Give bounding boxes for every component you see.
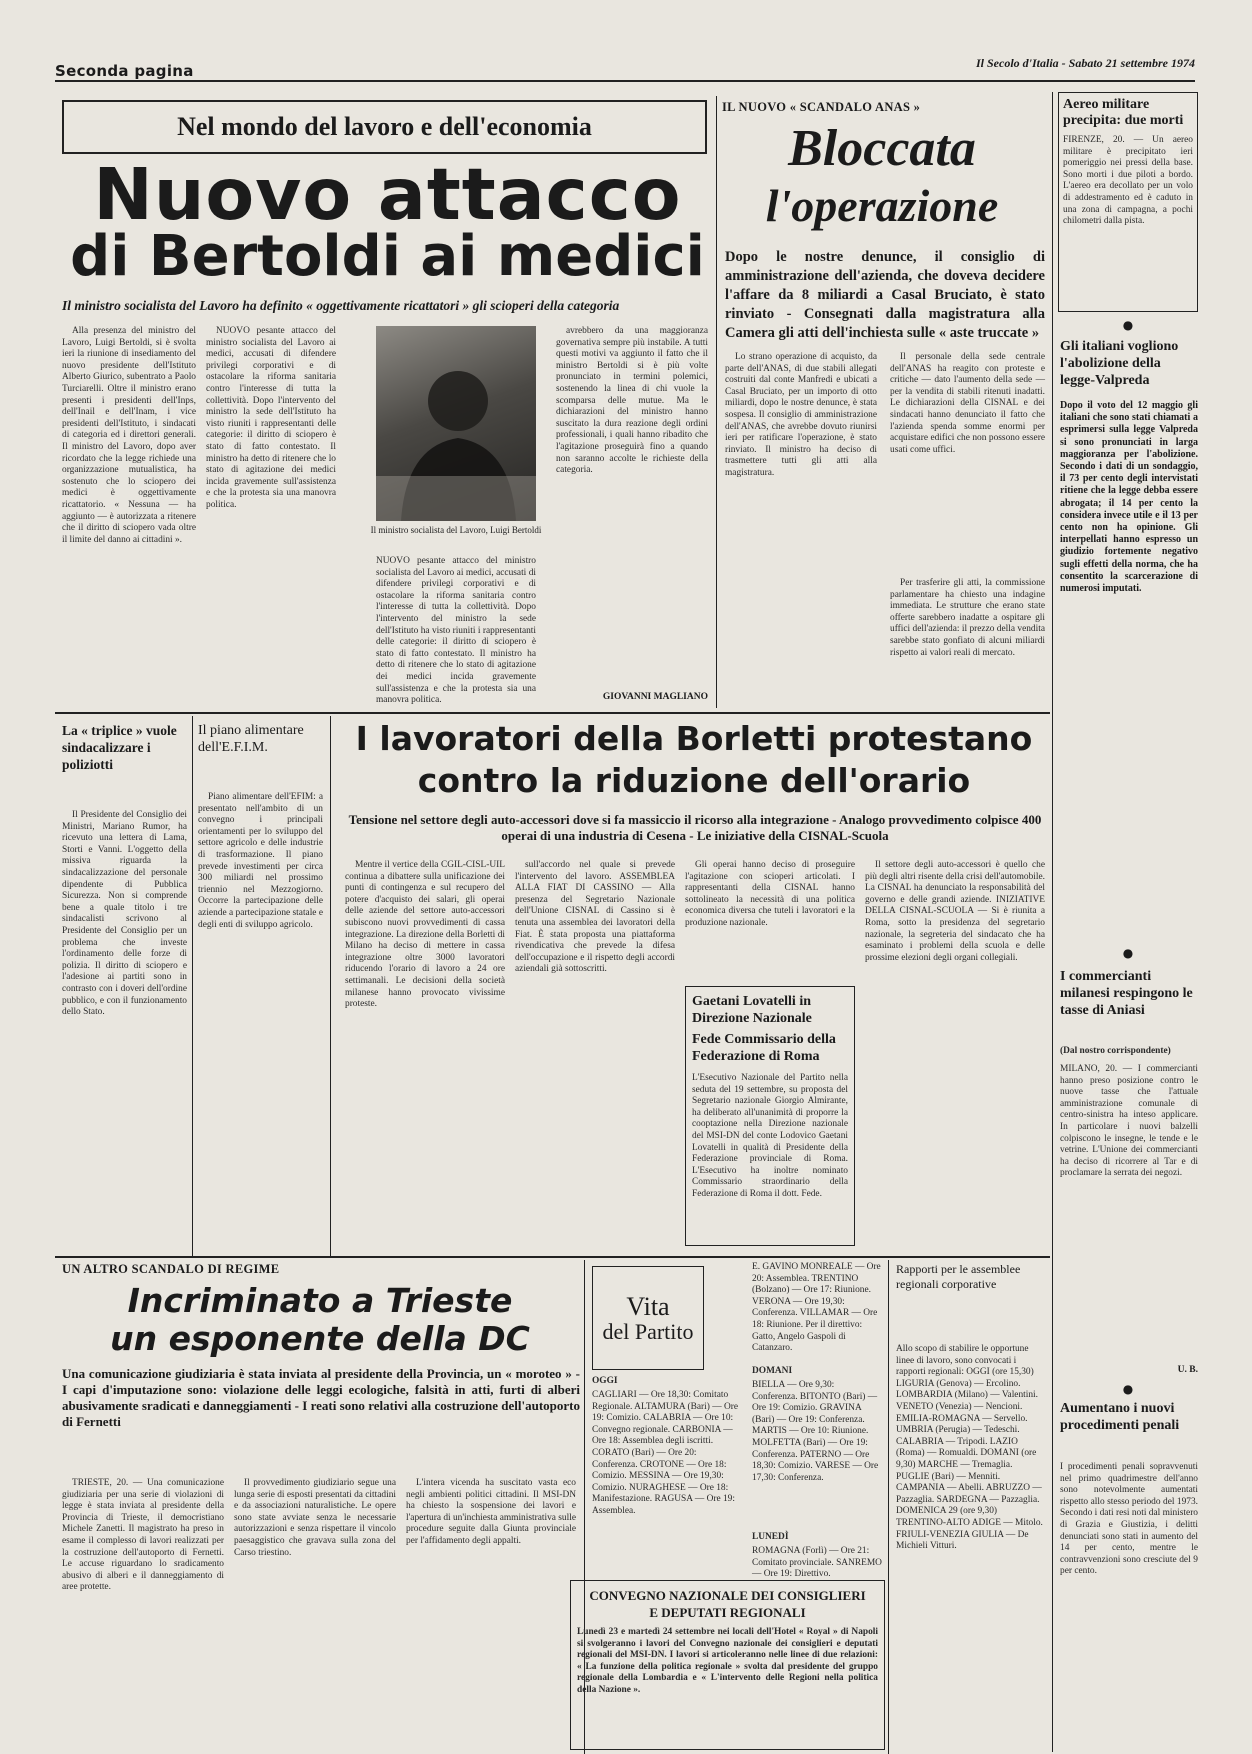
anas-col3-text: Per trasferire gli atti, la commissione parlamentare ha chiesto una indagine immediata. Le strutture che erano state offerte sarebbero inadatte a ospitare gli uffici dell'azienda: il prezzo della vendita sarebbe stato gonfiato di alcuni miliardi rispetto ai valori reali di mercato. (890, 578, 1045, 658)
bullet-icon: ● (1122, 946, 1134, 960)
police-headline: La « triplice » vuole sindacalizzare i poliziotti (62, 723, 177, 772)
trieste-column-1 (62, 1478, 224, 1750)
partito-title-1: Vita (626, 1291, 670, 1321)
lead-headline-1: Nuovo attacco (93, 153, 682, 236)
anas-lead: Dopo le nostre denunce, il consiglio di amministrazione dell'azienda, che doveva decidere l'affare da 8 miliardi a Casal Bruciato, è stato rinviato - Consegnati dalla magistratura alla Camera gli atti dell'inchiesta sulle « aste truccate » (725, 249, 1045, 341)
column-rule (192, 716, 193, 1256)
borletti-col4-text: Il settore degli auto-accessori è quello che più degli altri risente della crisi dell'automobile. La CISNAL ha denunciato la responsabilità del governo e delle grandi aziende. INIZIATIVE DELLA CISNAL-SCUOLA — Si è riunita a Roma, sotto la presidenza del segretario nazionale, la segreteria del sindacato che ha esaminato i problemi della scuola e delle prossime elezioni degli organi collegiali. (865, 860, 1045, 963)
trieste-column-3 (406, 1478, 576, 1750)
borletti-col1-text: Mentre il vertice della CGIL-CISL-UIL continua a dibattere sulla unificazione dei punti di contingenza e sul recupero del potere d'acquisto dei salari, gli operai delle aziende del settore auto-accessori subiscono nuovi provvedimenti di cassa integrazione. La direzione della Borletti di Milano ha deciso di mettere in cassa integrazione oltre 3000 lavoratori riducendo l'orario di lavoro a 24 ore settimanali. Le decisioni della società milanese hanno provocato vivissime proteste. (345, 860, 505, 1010)
photo-caption: Il ministro socialista del Lavoro, Luigi Bertoldi (370, 525, 542, 535)
sidebar-rule (1052, 92, 1053, 1752)
partito-monday-list: ROMAGNA (Forlì) — Ore 21: Comitato provinciale. SANREMO — Ore 19: Direttivo. (752, 1546, 882, 1580)
trieste-column-2 (234, 1478, 396, 1750)
lovatelli-headline-2: Fede Commissario della Federazione di Roma (692, 1032, 836, 1064)
trieste-kicker: UN ALTRO SCANDALO DI REGIME (62, 1262, 280, 1276)
partito-today-label: OGGI (592, 1376, 618, 1386)
penal-text: I procedimenti penali sopravvenuti nel primo quadrimestre dell'anno sono notevolmente aumentati rispetto allo stesso periodo del 1973. Secondo i dati resi noti dal ministero di Grazia e Giustizia, i delitti denunciati sono stati in aumento del 14 per cento, mentre le contravvenzioni sono cresciute del 9 per cento. (1060, 1462, 1198, 1577)
trieste-headline-2: un esponente della DC (110, 1319, 530, 1358)
borletti-column-4 (865, 860, 1045, 1250)
crash-headline: Aereo militare precipita: due morti (1063, 97, 1184, 128)
borletti-headline-1: I lavoratori della Borletti protestano (355, 719, 1033, 758)
valpreda-headline: Gli italiani vogliono l'abolizione della legge-Valpreda (1060, 339, 1179, 388)
lovatelli-box (685, 986, 855, 1246)
borletti-col2-text: sull'accordo nel quale si prevede l'intervento del lavoro. ASSEMBLEA ALLA FIAT DI CASSINO — Alla presenza del Segretario Nazionale dell'Unione CISNAL di Cassino si è tenuta una assemblea dei lavoratori della Fiat. È stata proposta una piattaforma rivendicativa che prevede la difesa dell'occupazione e il rispetto degli accordi aziendali già sottoscritti. (515, 860, 675, 975)
section-label: Seconda pagina (55, 62, 194, 80)
lead-byline: GIOVANNI MAGLIANO (602, 692, 708, 702)
partito-today-list: CAGLIARI — Ore 18,30: Comitato Regionale. ALTAMURA (Bari) — Ore 19: Comizio. CALABRIA — Ore 10: Convegno regionale. CARBONIA — Ore 18: Assemblea degli iscritti. CORATO (Bari) — Ore 20: Conferenza. CROTONE — Ore 18: Comizio. MESSINA — Ore 19,30: Comizio. NURAGHESE — Ore 18: Manifestazione. RAGUSA — Ore 19: Assemblea. (592, 1390, 739, 1516)
partito-monday-label: LUNEDÌ (752, 1532, 789, 1542)
trieste-col3-text: L'intera vicenda ha suscitato vasta eco negli ambienti politici cittadini. Il MSI-DN ha chiesto la sospensione dei lavori e l'apertura di un'inchiesta amministrativa sulle procedure seguite dalla Giunta provinciale per l'affidamento degli appalti. (406, 1478, 576, 1546)
lead-column-1 (62, 326, 196, 696)
lead-col3-text: avrebbero da una maggioranza governativa sempre più instabile. A tutti questi motivi va aggiunto il fatto che il ministro Bertoldi si è più volte pronunciato in termini polemici, sostenendo la linea di chi vuole la scomparsa delle mutue. Ma le dichiarazioni del ministro hanno suscitato la dura reazione degli ordini professionali, i quali hanno ribadito che l'agitazione proseguirà fino a quando non saranno accolte le richieste della categoria. (556, 326, 708, 476)
section-rule (55, 712, 1050, 714)
partito-extra-list: E. GAVINO MONREALE — Ore 20: Assemblea. TRENTINO (Bolzano) — Ore 17: Riunione. VERONA — Ore 19,30: Conferenza. VILLAMAR — Ore 18: Riunione. Per il direttivo: Gatto, Angelo Gaspoli di Catanzaro. (752, 1262, 881, 1354)
page-date: Il Secolo d'Italia - Sabato 21 settembre 1974 (976, 56, 1195, 70)
lovatelli-headline-1: Gaetani Lovatelli in Direzione Nazionale (692, 994, 812, 1026)
anas-column-3 (890, 578, 1045, 704)
lead-column-2 (206, 326, 336, 706)
crash-box (1058, 92, 1198, 312)
photo-silhouette-icon (376, 326, 536, 521)
anas-column-1 (725, 352, 877, 704)
borletti-column-3 (685, 860, 855, 980)
partito-tomorrow-label: DOMANI (752, 1366, 793, 1376)
anas-col2-text: Il personale della sede centrale dell'ANAS ha reagito con proteste e critiche — dato l'aumento della sede — per la vendita di stabili ritenuti inadatti. Le dichiarazioni della CISNAL e dei sindacati hanno denunciato il fatto che l'azienda spenda somme enormi per acquistare edifici che non possono essere usati come uffici. (890, 352, 1045, 455)
trieste-headline-1: Incriminato a Trieste (127, 1281, 513, 1320)
anas-column-2 (890, 352, 1045, 572)
rapporti-text: Allo scopo di stabilire le opportune linee di lavoro, sono convocati i rapporti regionali: OGGI (ore 15,30) LIGURIA (Genova) — Ercolino. LOMBARDIA (Milano) — Valentini. VENETO (Venezia) — Nencioni. EMILIA-ROMAGNA — Servello. UMBRIA (Perugia) — Tedeschi. CALABRIA — Tripodi. LAZIO (Roma) — Romualdi. DOMANI (ore 9,30) MARCHE — Tremaglia. PUGLIE (Bari) — Menniti. CAMPANIA — Abelli. ABRUZZO — Pazzaglia. SARDEGNA — Pazzaglia. DOMENICA 29 (ore 9,30) TRENTINO-ALTO ADIGE — Mitolo. FRIULI-VENEZIA GIULIA — De Michieli Vitturi. (896, 1344, 1043, 1552)
efim-text (198, 792, 323, 1252)
anas-headline-2: l'operazione (765, 180, 999, 231)
column-rule (888, 1260, 889, 1754)
section-rule (55, 1256, 1050, 1258)
lead-col2-text: NUOVO pesante attacco del ministro socialista del Lavoro ai medici, accusati di difendere privilegi corporativi e di ostacolare la riforma sanitaria contro l'interesse di tutta la collettività. Dopo l'intervento del ministro la sede dell'Istituto ha visto riuniti i rappresentanti delle categorie: il diritto di sciopero è stato di fatto contestato. Il ministro ha detto di ritenere che lo stato di agitazione dei medici incida gravemente sull'assistenza e che la protesta sia una manovra politica. (206, 326, 336, 510)
minister-photo (376, 326, 536, 521)
merchants-byline: (Dal nostro corrispondente) (1060, 1046, 1171, 1056)
lovatelli-text: L'Esecutivo Nazionale del Partito nella seduta del 19 settembre, su proposta del Segretario nazionale Giorgio Almirante, ha deliberato all'unanimità di proporre la cooptazione nella Direzione nazionale del MSI-DN del conte Lodovico Gaetani Lovatelli in qualità di Presidente della Federazione provinciale di Roma. L'Esecutivo ha inoltre nominato Commissario straordinario della Federazione di Roma il dott. Fede. (692, 1073, 848, 1199)
consiglieri-box (570, 1580, 885, 1750)
consiglieri-headline-1: CONVEGNO NAZIONALE DEI CONSIGLIERI (589, 1588, 866, 1603)
column-rule (330, 716, 331, 1256)
partito-title-2: del Partito (602, 1319, 694, 1345)
consiglieri-text: Lunedì 23 e martedì 24 settembre nei locali dell'Hotel « Royal » di Napoli si svolgeranno i lavori del Convegno nazionale dei consiglieri e deputati regionali del MSI-DN. I lavori si articoleranno nelle linee di due relazioni: « La funzione della politica regionale » svolta dal presidente del gruppo regionale della Lombardia e « L'intervento delle Regioni nella politica della Nazione ». (577, 1627, 878, 1695)
bullet-icon: ● (1122, 1382, 1134, 1396)
borletti-col3-text: Gli operai hanno deciso di proseguire l'agitazione con scioperi articolati. I rappresentanti della CISNAL hanno sottolineato la necessità di una politica economica diversa che tuteli i lavoratori e la produzione nazionale. (685, 860, 855, 928)
anas-kicker: IL NUOVO « SCANDALO ANAS » (722, 100, 921, 114)
anas-col1-text: Lo strano operazione di acquisto, da parte dell'ANAS, di due stabili allegati costruiti dal conte Manfredi e ubicati a Casal Bruciato, per un importo di otto miliardi, dopo le nostre denunce, è stata sospesa. Il consiglio di amministrazione dell'ANAS, che avrebbe dovuto riunirsi ieri per ratificare l'operazione, è stato rinviato. Il ministro ha deciso di trasmettere tutti gli atti alla magistratura. (725, 352, 877, 478)
borletti-column-1 (345, 860, 505, 1250)
rapporti-headline: Rapporti per le assemblee regionali corporative (896, 1262, 1021, 1291)
borletti-column-2 (515, 860, 675, 1250)
lead-col1-text: Alla presenza del ministro del Lavoro, Luigi Bertoldi, si è svolta ieri la riunione di insediamento del nuovo presidente dell'Istituto Alberto Giurico, subentrato a Paolo Turciarelli. Oltre il ministro erano presenti i presidenti dell'Inps, dell'Inail e dell'Inam, i vice presidenti dell'Istituto, i sindacati di categoria ed i direttori generali. Il ministro del Lavoro, dopo aver ricordato che la legge richiede una organizzazione mutualistica, ha sostenuto che lo sciopero dei medici è oggettivamente ricattatorio. « Nessuna — ha aggiunto — è autorizzata a ritenere che il diritto di sciopero vada oltre il limite del danno ai cittadini ». (62, 326, 196, 545)
penal-headline: Aumentano i nuovi procedimenti penali (1060, 1401, 1180, 1433)
masthead-rule (55, 80, 1195, 82)
efim-headline: Il piano alimentare dell'E.F.I.M. (198, 723, 304, 755)
bullet-icon: ● (1122, 318, 1134, 332)
trieste-col1-text: TRIESTE, 20. — Una comunicazione giudiziaria per una serie di violazioni di legge è stata inviata al presidente della Provincia di Trieste, il democristiano Michele Zanetti. Il magistrato ha preso in esame il complesso di lavori realizzati per la costruzione dell'autoporto di Fernetti. Le accuse riguardano lo sradicamento abusivo di alberi e il danneggiamento di aree protette. (62, 1478, 224, 1593)
borletti-headline-2: contro la riduzione dell'orario (417, 761, 971, 800)
partito-title-box (592, 1266, 704, 1370)
partito-tomorrow-list: BIELLA — Ore 9,30: Conferenza. BITONTO (Bari) — Ore 19: Comizio. GRAVINA (Bari) — Ore 19: Conferenza. MARTIS — Ore 10: Riunione. MOLFETTA (Bari) — Ore 19: Conferenza. PATERNO — Ore 18,30: Comizio. VARESE — Ore 17,30: Conferenza. (752, 1380, 879, 1483)
efim-text-body: Piano alimentare dell'EFIM: a presentato nell'ambito di un convegno i principali orientamenti per lo sviluppo del settore agricolo e delle industrie di trasformazione. Il piano prevede investimenti per circa 300 miliardi nel prossimo triennio nel Mezzogiorno. Occorre la partecipazione delle aziende a partecipazione statale e degli enti di sviluppo agricolo. (198, 792, 323, 930)
column-rule (716, 96, 717, 708)
lead-column-4 (556, 326, 708, 692)
trieste-subhead: Una comunicazione giudiziaria è stata inviata al presidente della Provincia, un « moroteo » - I capi d'imputazione sono: violazione delle leggi ecologiche, falsità in atti, furti di alberi abusivamente sradicati e danneggiamenti - I reati sono relativi alla costruzione dell'autoporto di Fernetti (62, 1366, 580, 1429)
lead-kicker: Nel mondo del lavoro e dell'economia (62, 100, 707, 154)
lead-headline-2: di Bertoldi ai medici (70, 224, 705, 289)
trieste-col2-text: Il provvedimento giudiziario segue una lunga serie di esposti presentati da cittadini e da associazioni naturalistiche. Le opere sono state avviate senza le necessarie autorizzazioni e senza rispettare il vincolo paesaggistico che gravava sulla zona del Carso triestino. (234, 1478, 396, 1558)
merchants-headline: I commercianti milanesi respingono le tasse di Aniasi (1060, 969, 1193, 1018)
borletti-subhead: Tensione nel settore degli auto-accessori dove si fa massiccio il ricorso alla integrazione - Analogo provvedimento colpisce 400 operai di una industria di Cesena - Le iniziative della CISNAL-Scuola (348, 812, 1042, 843)
merchants-text: MILANO, 20. — I commercianti hanno preso posizione contro le nuove tasse che l'attuale amministrazione comunale di centro-sinistra ha inteso applicare. In particolare i nuovi balzelli colpiscono le insegne, le tende e le vetrine. L'Unione dei commercianti ha deciso di ricorrere al Tar e di proclamare la serrata dei negozi. (1060, 1064, 1198, 1179)
consiglieri-headline-2: E DEPUTATI REGIONALI (649, 1605, 806, 1620)
valpreda-text: Dopo il voto del 12 maggio gli italiani che sono stati chiamati a esprimersi sulla legge Valpreda si sono pronunciati in larga maggioranza per l'abolizione. Secondo i dati di un sondaggio, il 73 per cento degli intervistati ritiene che la legge debba essere abrogata; il 14 per cento la considera invece utile e il 13 per cento non ha opinione. Gli interpellati hanno espresso un giudizio fortemente negativo sugli effetti della norma, che ha consentito la scarcerazione di numerosi imputati. (1060, 400, 1198, 595)
lead-column-3a (376, 556, 536, 706)
merchants-signature: U. B. (1177, 1365, 1198, 1375)
police-text-body: Il Presidente del Consiglio dei Ministri, Mariano Rumor, ha ricevuto una lettera di Lama, Storti e Vanni. L'oggetto della missiva riguarda la sindacalizzazione del personale dipendente di Pubblica Sicurezza. Non si comprende bene a quale titolo i tre sindacalisti scrivono al Presidente del Consiglio per un problema che investe l'ordinamento delle forze di polizia. Il diritto di sciopero e l'adesione ai partiti sono in contrasto con i doveri dell'ordine pubblico, e con il funzionamento dello Stato. (62, 810, 187, 1018)
lead-col3a-text: NUOVO pesante attacco del ministro socialista del Lavoro ai medici, accusati di difendere privilegi corporativi e di ostacolare la riforma sanitaria contro l'interesse di tutta la collettività. Dopo l'intervento del ministro la sede dell'Istituto ha visto riuniti i rappresentanti delle categorie: il diritto di sciopero è stato di fatto contestato. Il ministro ha detto di ritenere che lo stato di agitazione dei medici incida gravemente sull'assistenza e che la protesta sia una manovra politica. (376, 556, 536, 706)
police-text (62, 810, 187, 1250)
anas-headline-1: Bloccata (788, 120, 976, 177)
crash-text: FIRENZE, 20. — Un aereo militare è precipitato ieri pomeriggio nei pressi della base. Sono morti i due piloti a bordo. L'aereo era decollato per un volo di addestramento ed è caduto in una zona di campagna, a pochi chilometri dalla pista. (1063, 135, 1193, 227)
lead-subhead: Il ministro socialista del Lavoro ha definito « oggettivamente ricattatori » gli scioperi della categoria (62, 298, 620, 313)
